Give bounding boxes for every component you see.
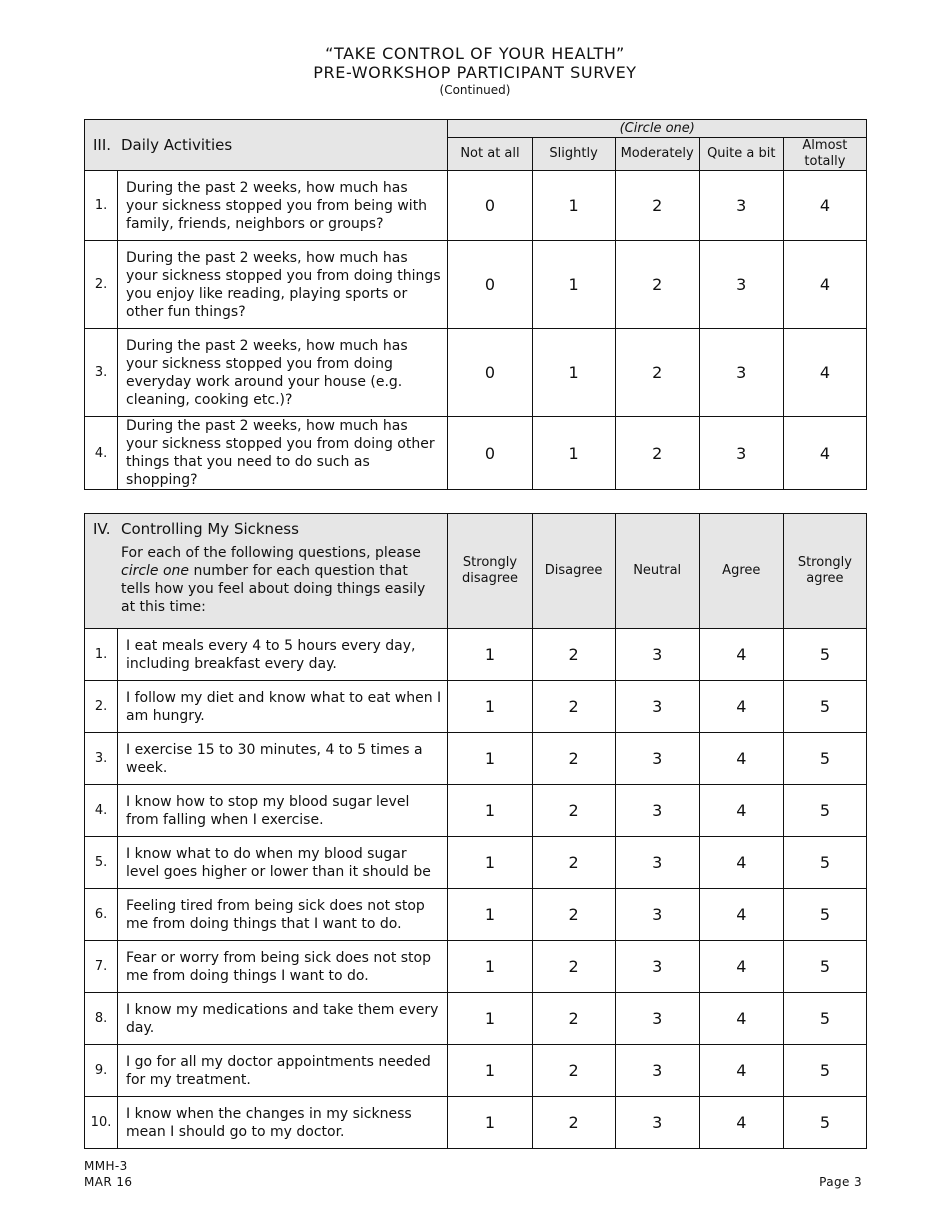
question-row — [85, 837, 867, 889]
question-number: 9. — [85, 1045, 118, 1097]
answer-option[interactable]: 5 — [783, 785, 866, 837]
question-row — [85, 417, 867, 490]
answer-option[interactable]: 3 — [615, 681, 699, 733]
question-row — [85, 993, 867, 1045]
form-id: MMH-3 — [84, 1159, 128, 1173]
answer-option[interactable]: 5 — [783, 1097, 866, 1149]
section-instructions: For each of the following questions, please circle one number for each question that tells how you feel about doing things easily at this time: — [121, 545, 426, 615]
answer-option[interactable]: 2 — [532, 681, 615, 733]
section-heading — [85, 514, 448, 629]
question-number: 7. — [85, 941, 118, 993]
answer-option[interactable]: 1 — [448, 629, 532, 681]
answer-option[interactable]: 4 — [699, 1045, 783, 1097]
question-text: Feeling tired from being sick does not stop me from doing things that I want to do. — [118, 889, 448, 941]
question-row — [85, 1045, 867, 1097]
answer-option[interactable]: 3 — [615, 993, 699, 1045]
question-text: During the past 2 weeks, how much has your sickness stopped you from doing other things that you need to do such as shopping? — [118, 417, 448, 490]
answer-option[interactable]: 0 — [448, 241, 532, 329]
question-number: 5. — [85, 837, 118, 889]
question-text: I follow my diet and know what to eat when I am hungry. — [118, 681, 448, 733]
question-text: During the past 2 weeks, how much has your sickness stopped you from doing everyday work around your house (e.g. cleaning, cooking etc.)? — [118, 329, 448, 417]
answer-option[interactable]: 4 — [699, 681, 783, 733]
controlling-sickness-table — [84, 513, 867, 1149]
answer-option[interactable]: 5 — [783, 681, 866, 733]
answer-option[interactable]: 4 — [783, 417, 866, 490]
answer-option[interactable]: 2 — [532, 993, 615, 1045]
question-number: 1. — [85, 629, 118, 681]
answer-option[interactable]: 4 — [783, 329, 866, 417]
column-header: Disagree — [532, 514, 615, 629]
answer-option[interactable]: 1 — [448, 941, 532, 993]
section-title: Controlling My Sickness — [121, 520, 299, 538]
question-number: 8. — [85, 993, 118, 1045]
question-number: 4. — [85, 785, 118, 837]
question-number: 3. — [85, 329, 118, 417]
answer-option[interactable]: 0 — [448, 171, 532, 241]
question-row — [85, 241, 867, 329]
answer-option[interactable]: 4 — [699, 733, 783, 785]
survey-subtitle: PRE-WORKSHOP PARTICIPANT SURVEY — [313, 63, 637, 82]
answer-option[interactable]: 1 — [448, 837, 532, 889]
answer-option[interactable]: 5 — [783, 941, 866, 993]
answer-option[interactable]: 1 — [532, 329, 615, 417]
footer-left — [84, 1158, 132, 1190]
answer-option[interactable]: 4 — [699, 993, 783, 1045]
answer-option[interactable]: 3 — [615, 889, 699, 941]
daily-activities-table — [84, 119, 867, 490]
page-number: Page 3 — [819, 1175, 862, 1189]
answer-option[interactable]: 4 — [783, 171, 866, 241]
answer-option[interactable]: 4 — [699, 1097, 783, 1149]
question-number: 2. — [85, 681, 118, 733]
answer-option[interactable]: 4 — [699, 837, 783, 889]
question-row — [85, 629, 867, 681]
answer-option[interactable]: 3 — [699, 417, 783, 490]
question-text: During the past 2 weeks, how much has your sickness stopped you from doing things you enjoy like reading, playing sports or other fun things? — [118, 241, 448, 329]
answer-option[interactable]: 3 — [615, 733, 699, 785]
answer-option[interactable]: 2 — [532, 837, 615, 889]
answer-option[interactable]: 0 — [448, 329, 532, 417]
answer-option[interactable]: 3 — [615, 1045, 699, 1097]
question-row — [85, 171, 867, 241]
question-number: 2. — [85, 241, 118, 329]
column-header: Agree — [699, 514, 783, 629]
question-row — [85, 1097, 867, 1149]
answer-option[interactable]: 1 — [532, 171, 615, 241]
answer-option[interactable]: 5 — [783, 993, 866, 1045]
answer-option[interactable]: 4 — [699, 941, 783, 993]
column-header: Slightly — [532, 138, 615, 171]
section-title: Daily Activities — [121, 136, 233, 154]
section-numeral: III. — [93, 136, 112, 154]
answer-option[interactable]: 4 — [699, 785, 783, 837]
column-header: Strongly agree — [783, 514, 866, 629]
column-header: Not at all — [448, 138, 532, 171]
question-text: I know how to stop my blood sugar level from falling when I exercise. — [118, 785, 448, 837]
answer-option[interactable]: 2 — [615, 417, 699, 490]
answer-option[interactable]: 4 — [699, 889, 783, 941]
question-text: Fear or worry from being sick does not stop me from doing things I want to do. — [118, 941, 448, 993]
answer-option[interactable]: 2 — [532, 1097, 615, 1149]
question-row — [85, 941, 867, 993]
continued-label: (Continued) — [439, 83, 511, 97]
answer-option[interactable]: 5 — [783, 1045, 866, 1097]
question-text: I go for all my doctor appointments needed for my treatment. — [118, 1045, 448, 1097]
answer-option[interactable]: 5 — [783, 889, 866, 941]
survey-title: “TAKE CONTROL OF YOUR HEALTH” — [325, 44, 625, 63]
answer-option[interactable]: 5 — [783, 629, 866, 681]
column-header: Almost totally — [783, 138, 866, 171]
answer-option[interactable]: 5 — [783, 837, 866, 889]
page-header — [0, 44, 950, 98]
answer-option[interactable]: 1 — [448, 681, 532, 733]
answer-option[interactable]: 3 — [699, 171, 783, 241]
question-number: 1. — [85, 171, 118, 241]
answer-option[interactable]: 0 — [448, 417, 532, 490]
answer-option[interactable]: 1 — [448, 889, 532, 941]
answer-option[interactable]: 1 — [448, 785, 532, 837]
answer-option[interactable]: 4 — [783, 241, 866, 329]
question-text: I know what to do when my blood sugar level goes higher or lower than it should be — [118, 837, 448, 889]
answer-option[interactable]: 2 — [615, 241, 699, 329]
question-row — [85, 681, 867, 733]
answer-option[interactable]: 1 — [532, 417, 615, 490]
column-header: Strongly disagree — [448, 514, 532, 629]
answer-option[interactable]: 3 — [699, 329, 783, 417]
question-number: 3. — [85, 733, 118, 785]
answer-option[interactable]: 1 — [448, 1045, 532, 1097]
circle-one-label: (Circle one) — [448, 120, 867, 138]
form-date: MAR 16 — [84, 1175, 133, 1189]
question-text: I eat meals every 4 to 5 hours every day, including breakfast every day. — [118, 629, 448, 681]
question-number: 4. — [85, 417, 118, 490]
answer-option[interactable]: 3 — [699, 241, 783, 329]
answer-option[interactable]: 3 — [615, 1097, 699, 1149]
answer-option[interactable]: 2 — [532, 1045, 615, 1097]
answer-option[interactable]: 1 — [532, 241, 615, 329]
column-header: Quite a bit — [699, 138, 783, 171]
section-heading — [85, 120, 448, 171]
section-numeral: IV. — [93, 520, 111, 538]
answer-option[interactable]: 3 — [615, 941, 699, 993]
answer-option[interactable]: 1 — [448, 733, 532, 785]
answer-option[interactable]: 2 — [532, 889, 615, 941]
question-row — [85, 889, 867, 941]
question-text: I know when the changes in my sickness mean I should go to my doctor. — [118, 1097, 448, 1149]
question-row — [85, 733, 867, 785]
question-row — [85, 329, 867, 417]
column-header: Moderately — [615, 138, 699, 171]
answer-option[interactable]: 4 — [699, 629, 783, 681]
answer-option[interactable]: 1 — [448, 1097, 532, 1149]
answer-option[interactable]: 2 — [532, 941, 615, 993]
question-number: 6. — [85, 889, 118, 941]
question-number: 10. — [85, 1097, 118, 1149]
answer-option[interactable]: 3 — [615, 785, 699, 837]
answer-option[interactable]: 2 — [615, 329, 699, 417]
answer-option[interactable]: 5 — [783, 733, 866, 785]
column-header: Neutral — [615, 514, 699, 629]
answer-option[interactable]: 2 — [615, 171, 699, 241]
answer-option[interactable]: 2 — [532, 785, 615, 837]
question-text: I know my medications and take them every day. — [118, 993, 448, 1045]
question-text: I exercise 15 to 30 minutes, 4 to 5 times a week. — [118, 733, 448, 785]
question-text: During the past 2 weeks, how much has your sickness stopped you from being with family, friends, neighbors or groups? — [118, 171, 448, 241]
question-row — [85, 785, 867, 837]
answer-option[interactable]: 1 — [448, 993, 532, 1045]
answer-option[interactable]: 3 — [615, 837, 699, 889]
answer-option[interactable]: 3 — [615, 629, 699, 681]
answer-option[interactable]: 2 — [532, 733, 615, 785]
answer-option[interactable]: 2 — [532, 629, 615, 681]
